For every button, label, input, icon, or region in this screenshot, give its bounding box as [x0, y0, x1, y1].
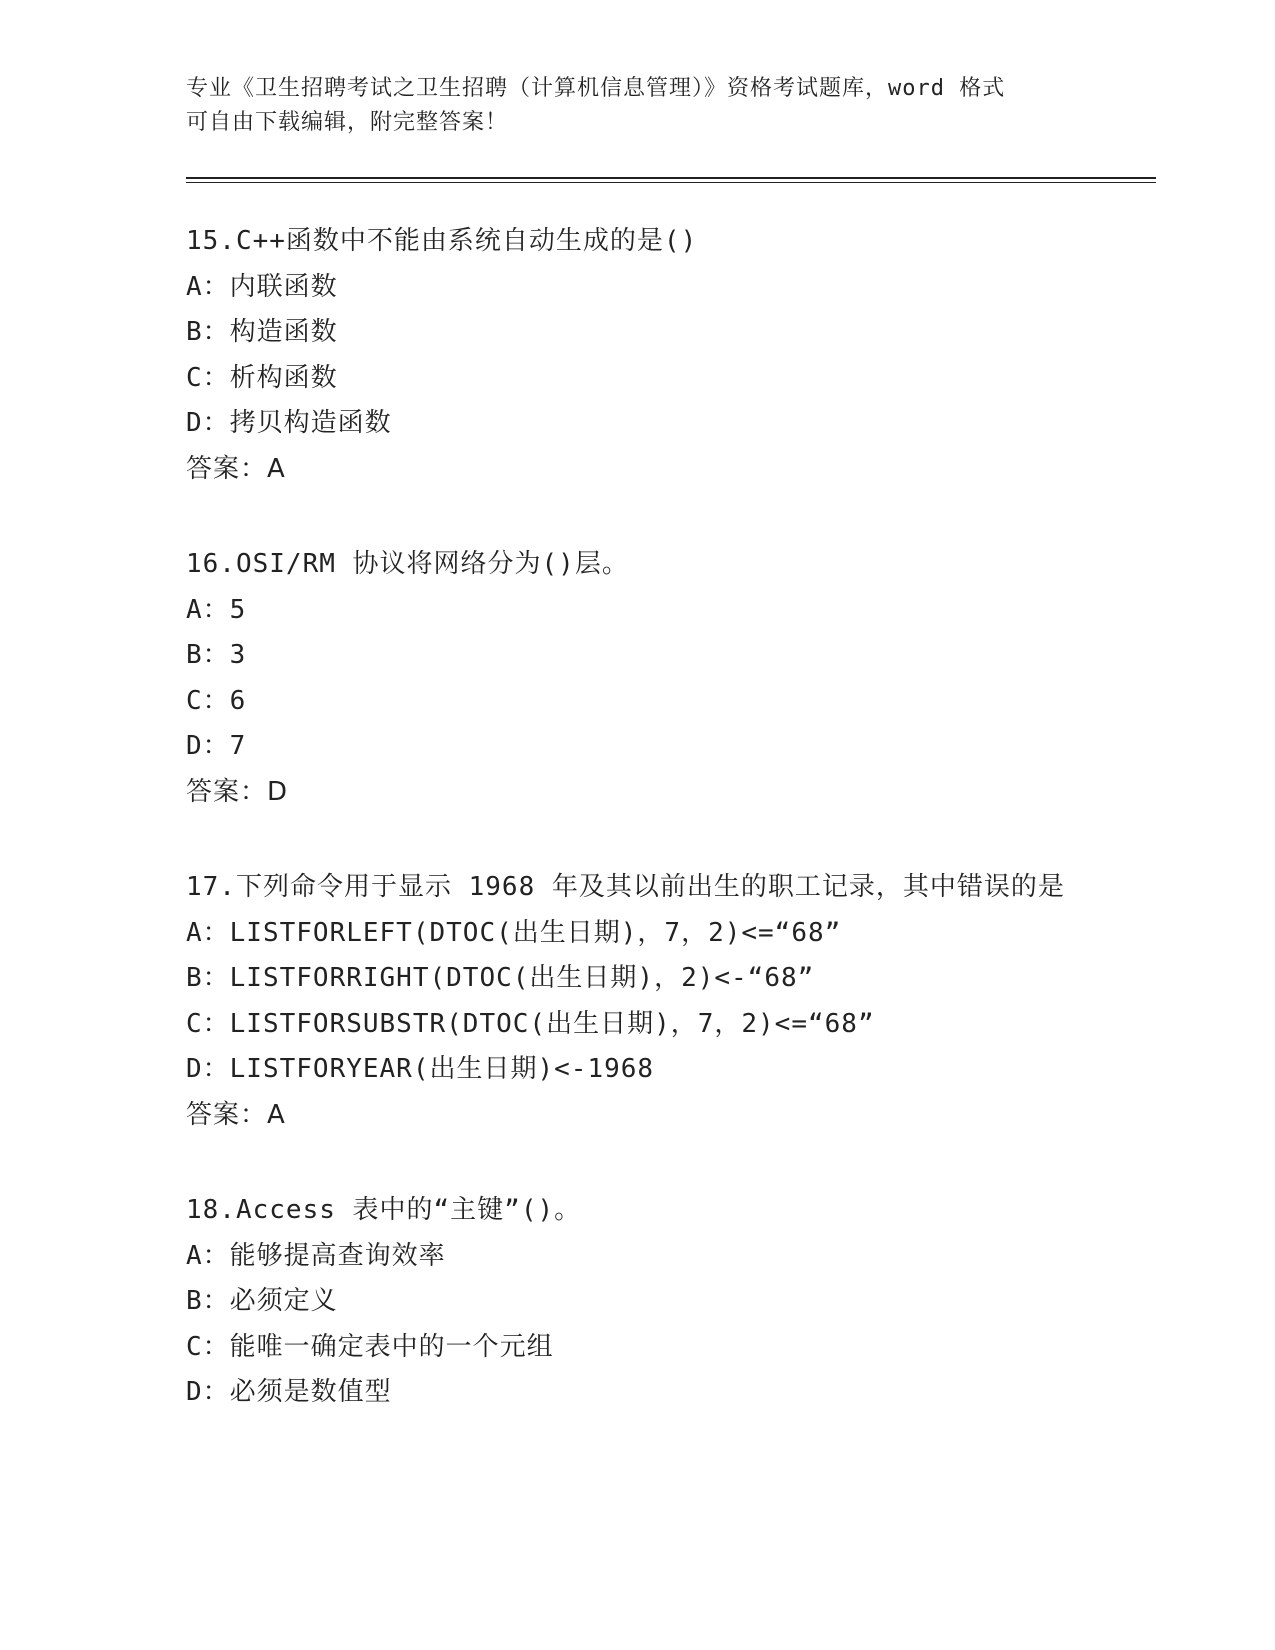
option-a: A：能够提高查询效率 [186, 1240, 446, 1271]
question-stem: 15.C++函数中不能由系统自动生成的是() [186, 226, 698, 256]
answer: 答案：D [186, 776, 289, 807]
option-c: C：析构函数 [186, 362, 338, 393]
question-16 [186, 542, 1146, 815]
option-c: C：LISTFORSUBSTR(DTOC(出生日期)，7，2)<=“68” [186, 1008, 875, 1039]
option-d: D：拷贝构造函数 [186, 408, 392, 438]
option-c: C：能唯一确定表中的一个元组 [186, 1331, 554, 1362]
question-15 [186, 219, 1146, 492]
question-stem: 17.下列命令用于显示 1968 年及其以前出生的职工记录，其中错误的是 [186, 872, 1065, 902]
document-page [186, 72, 1146, 1466]
question-18 [186, 1188, 1146, 1416]
option-b: B：LISTFORRIGHT(DTOC(出生日期)，2)<-“68” [186, 963, 815, 993]
option-d: D：LISTFORYEAR(出生日期)<-1968 [186, 1054, 655, 1084]
option-a: A：内联函数 [186, 271, 338, 302]
question-17 [186, 865, 1146, 1138]
option-b: B：构造函数 [186, 317, 338, 347]
option-d: D：必须是数值型 [186, 1377, 392, 1407]
option-a: A：LISTFORLEFT(DTOC(出生日期)，7，2)<=“68” [186, 917, 842, 948]
option-d: D：7 [186, 731, 247, 761]
answer: 答案：A [186, 453, 286, 484]
question-stem: 18.Access 表中的“主键”()。 [186, 1195, 582, 1225]
question-stem: 16.OSI/RM 协议将网络分为()层。 [186, 549, 629, 579]
question-list [186, 219, 1146, 1416]
option-c: C：6 [186, 685, 247, 716]
option-a: A：5 [186, 594, 247, 625]
document-header [186, 72, 1146, 140]
header-divider [186, 177, 1156, 183]
header-line-2: 可自由下载编辑，附完整答案！ [186, 110, 509, 135]
header-line-1: 专业《卫生招聘考试之卫生招聘（计算机信息管理）》资格考试题库，word 格式 [186, 76, 1006, 101]
option-b: B：必须定义 [186, 1286, 338, 1316]
option-b: B：3 [186, 640, 247, 670]
answer: 答案：A [186, 1099, 286, 1130]
